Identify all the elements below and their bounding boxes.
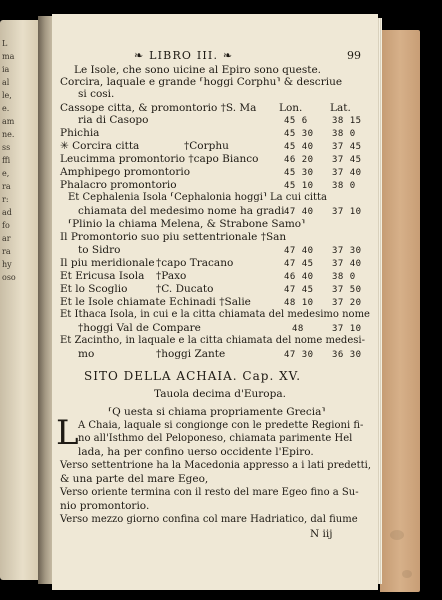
previous-page-fragment: ra [2,247,11,256]
text-line: chiamata del medesimo nome ha gradi [78,205,285,217]
table-lat: 37 40 [332,259,362,269]
paragraph-line: nio promontorio. [60,500,150,512]
table-lat: 37 10 [332,207,362,217]
text-line: Et Zacintho, in laquale e la citta chiamata del nome medesi- [60,335,365,346]
previous-page-fragment: ar [2,234,11,243]
previous-page-fragment: fo [2,221,10,230]
table-lon: 45 10 [284,181,314,191]
table-lat: 37 20 [332,298,362,308]
previous-page-fragment: ss [2,143,11,152]
table-lat: 38 0 [332,272,356,282]
table-lat: 37 45 [332,155,362,165]
text-line: †hoggi Val de Compare [78,322,201,334]
previous-page-fragment: ra [2,182,11,191]
text-line: Et Ericusa Isola [60,270,145,282]
table-lat: 38 15 [332,116,362,126]
table-lat: 38 0 [332,181,356,191]
previous-page-fragment: ne. [2,130,15,139]
paragraph-line: Verso oriente termina con il resto del mare Egeo fino a Su- [60,487,359,498]
chapter-title: SITO DELLA ACHAIA. Cap. XV. [84,369,302,383]
paragraph-line: Verso mezzo giorno confina col mare Hadriatico, dal fiume [60,514,358,525]
table-lat: 37 45 [332,142,362,152]
previous-page-fragment: e, [2,169,10,178]
signature-mark: N iij [310,528,333,540]
column-header-lon: Lon. [279,102,303,114]
text-line: Et lo Scoglio [60,283,128,295]
text-line: Cassope citta, & promontorio †S. Ma [60,102,257,114]
chapter-rubric: ⸢Q uesta si chiama propriamente Grecia⸣ [108,406,326,418]
table-lat: 37 10 [332,324,362,334]
text-line: Et le Isole chiamate Echinadi †Salie [60,296,251,308]
previous-page-fragment: L [2,39,8,48]
table-lon: 47 40 [284,207,314,217]
table-lat: 38 0 [332,129,356,139]
text-line: mo [78,348,95,360]
table-lat: 37 40 [332,168,362,178]
previous-page-fragment: le, [2,91,12,100]
table-lon: 47 45 [284,259,314,269]
paragraph-line: lada, ha per confino uerso occidente l'Epiro. [78,446,314,458]
text-line: Il Promontorio suo piu settentrionale †San [60,231,287,243]
previous-page-fragment: ad [2,208,12,217]
table-lon: 45 30 [284,129,314,139]
text-line: Phalacro promontorio [60,179,177,191]
text-line: ✳ Corcira citta [60,140,140,152]
text-line: to Sidro [78,244,121,256]
table-lon: 46 20 [284,155,314,165]
table-lon: 46 40 [284,272,314,282]
previous-page-fragment: ffi [2,156,11,165]
table-lon: 45 40 [284,142,314,152]
paragraph-line: A Chaia, laquale si congionge con le predette Regioni fi- [78,420,364,431]
drop-capital: L [56,413,79,453]
table-lat: 37 50 [332,285,362,295]
text-line: Il piu meridionale [60,257,155,269]
paragraph-line: Verso settentrione ha la Macedonia appresso a i lati predetti, [60,460,372,471]
table-lon: 45 6 [284,116,308,126]
previous-page-fragment: hy [2,260,12,269]
running-title: ❧ LIBRO III. ❧ [134,49,234,62]
text-line: †hoggi Zante [156,348,226,360]
text-line: Et Ithaca Isola, in cui e la citta chiamata del medesimo nome [60,309,370,320]
column-header-lat: Lat. [330,102,351,114]
table-lon: 48 10 [284,298,314,308]
previous-page-fragment: ia [2,65,10,74]
previous-page-fragment: al [2,78,10,87]
table-lon: 47 45 [284,285,314,295]
text-line: si cosi. [78,88,115,100]
folio-number: 99 [347,49,361,62]
text-line: ⸢Plinio la chiama Melena, & Strabone Samo⸣ [68,218,306,230]
previous-page [0,20,38,580]
text-line: Corcira, laquale e grande ⸢hoggi Corphu⸣ & descriue [60,76,343,88]
previous-page-fragment: ma [2,52,15,61]
text-line: †Paxo [156,270,187,282]
previous-page-fragment: r: [2,195,9,204]
previous-page-fragment: am [2,117,15,126]
book-cover-board [380,30,420,592]
text-line: †C. Ducato [156,283,214,295]
table-lon: 47 40 [284,246,314,256]
book-page [52,14,378,590]
text-line: ria di Casopo [78,114,149,126]
text-line: Et Cephalenia Isola ⸢Cephalonia hoggi⸣ La cui citta [68,192,328,203]
table-lon: 48 [292,324,304,334]
text-line: Le Isole, che sono uicine al Epiro sono queste. [74,64,321,76]
paragraph-line: no all'Isthmo del Peloponeso, chiamata parimente Hel [78,433,353,444]
text-line: †Corphu [184,140,229,152]
previous-page-fragment: oso [2,273,16,282]
table-lat: 37 30 [332,246,362,256]
paragraph-line: & una parte del mare Egeo, [60,473,209,485]
table-lon: 47 30 [284,350,314,360]
text-line: Leucimma promontorio †capo Bianco [60,153,259,165]
chapter-subtitle: Tauola decima d'Europa. [154,388,286,400]
table-lat: 36 30 [332,350,362,360]
text-line: Phichia [60,127,100,139]
table-lon: 45 30 [284,168,314,178]
previous-page-fragment: e. [2,104,10,113]
text-line: Amphipego promontorio [60,166,191,178]
text-line: †capo Tracano [156,257,234,269]
